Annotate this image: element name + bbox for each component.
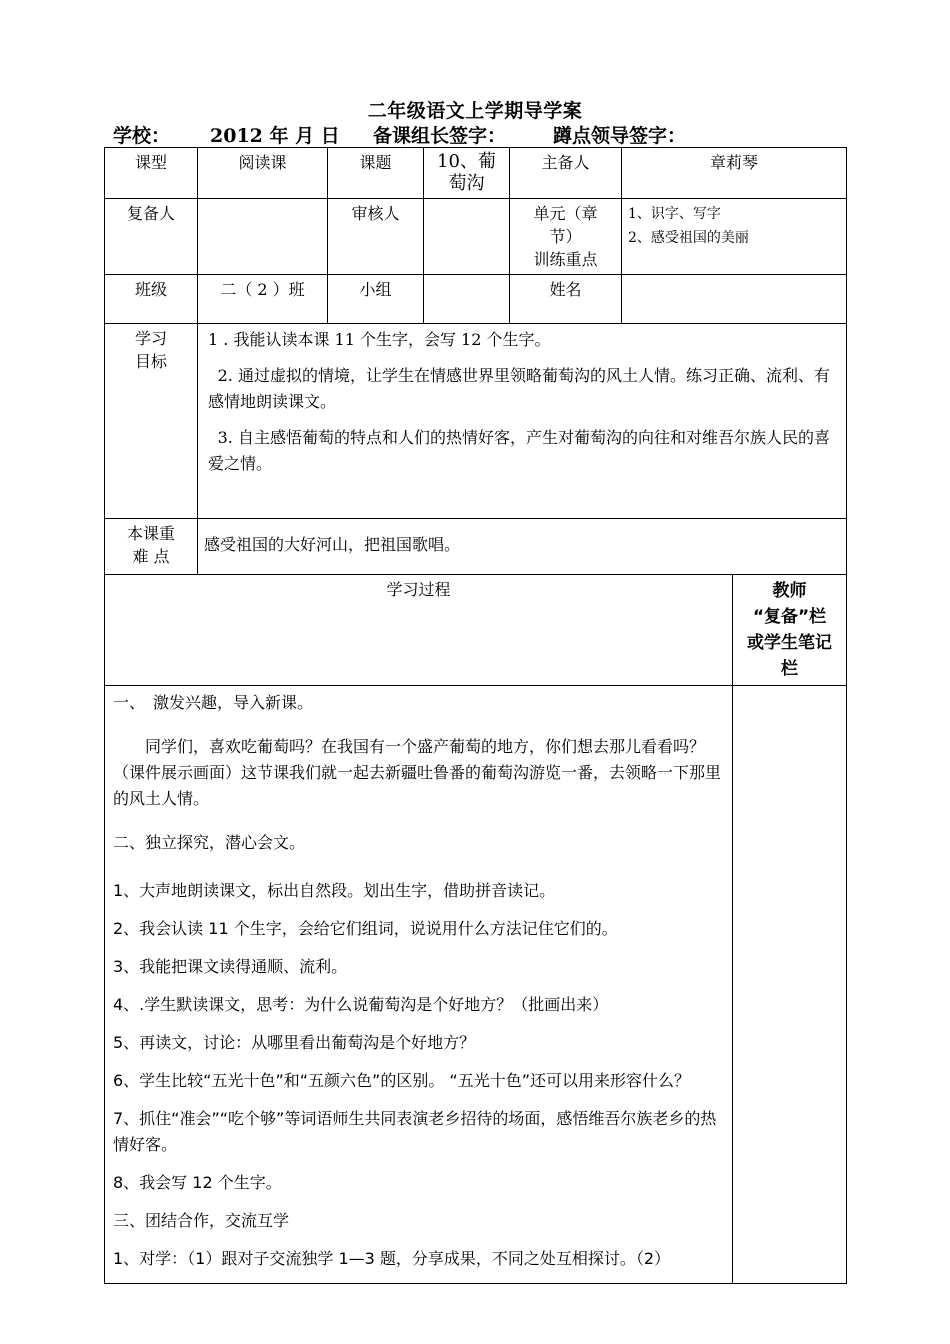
notes-header-line: 教师 xyxy=(772,581,807,601)
topic-value: 10、葡萄沟 xyxy=(424,148,510,199)
leader-sign-label: 备课组长签字： xyxy=(373,125,507,147)
header-meta-line xyxy=(113,121,686,148)
key-points-label xyxy=(105,519,198,575)
class-label: 班级 xyxy=(105,275,198,324)
date-label: 2012 年 月 日 xyxy=(210,125,340,147)
info-row-1 xyxy=(105,148,847,199)
unit-focus-item: 2、感受祖国的美丽 xyxy=(628,230,749,246)
group-label: 小组 xyxy=(328,275,424,324)
goal-item: 2. 通过虚拟的情境，让学生在情感世界里领略葡萄沟的风土人情。练习正确、流利、有感情地朗读课文。 xyxy=(208,366,830,411)
key-points-text: 感受祖国的大好河山，把祖国歌唱。 xyxy=(198,519,847,575)
process-header: 学习过程 xyxy=(105,575,733,686)
goals-row xyxy=(105,324,847,519)
process-body-row xyxy=(105,686,847,1284)
co-preparer-label: 复备人 xyxy=(105,199,198,275)
point-leader-sign-label: 蹲点领导签字： xyxy=(553,125,687,147)
reviewer-value xyxy=(424,199,510,275)
process-step: 1、大声地朗读课文，标出自然段。划出生字，借助拼音读记。 xyxy=(113,881,556,900)
name-label: 姓名 xyxy=(510,275,622,324)
goals-label-line: 学习 xyxy=(134,329,167,348)
key-points-label-line: 难 点 xyxy=(132,547,170,566)
name-value xyxy=(622,275,847,324)
document-title: 二年级语文上学期导学案 xyxy=(367,100,583,122)
lesson-plan-table xyxy=(104,147,847,1284)
process-section-heading: 一、 激发兴趣，导入新课。 xyxy=(113,693,314,712)
course-type-value: 阅读课 xyxy=(198,148,328,199)
process-content xyxy=(105,686,733,1284)
goals-label-line: 目标 xyxy=(134,352,167,371)
goals-label xyxy=(105,324,198,519)
info-row-3 xyxy=(105,275,847,324)
notes-header-line: 栏 xyxy=(781,659,798,679)
co-preparer-value xyxy=(198,199,328,275)
main-preparer-value: 章莉琴 xyxy=(622,148,847,199)
process-step: 7、抓住“准会”“吃个够”等词语师生共同表演老乡招待的场面，感悟维吾尔族老乡的热情好客。 xyxy=(113,1109,717,1154)
unit-focus-label-line: 训练重点 xyxy=(533,250,598,269)
notes-header-line: “复备”栏 xyxy=(752,607,827,627)
unit-focus-label-line: 单元（章 xyxy=(533,204,598,223)
goals-content xyxy=(198,324,847,519)
unit-focus-value xyxy=(622,199,847,275)
process-section-heading: 三、团结合作，交流互学 xyxy=(113,1211,290,1230)
process-section-heading: 二、独立探究，潜心会文。 xyxy=(113,833,306,852)
unit-focus-item: 1、识字、写字 xyxy=(628,206,721,222)
group-value xyxy=(424,275,510,324)
key-points-label-line: 本课重 xyxy=(126,524,175,543)
process-header-row xyxy=(105,575,847,686)
process-step: 6、学生比较“五光十色”和“五颜六色”的区别。 “五光十色”还可以用来形容什么？ xyxy=(113,1071,691,1090)
topic-label: 课题 xyxy=(328,148,424,199)
process-step: 5、再读文，讨论：从哪里看出葡萄沟是个好地方？ xyxy=(113,1033,476,1052)
reviewer-label: 审核人 xyxy=(328,199,424,275)
process-step: 2、我会认读 11 个生字，会给它们组词，说说用什么方法记住它们的。 xyxy=(113,919,618,938)
class-value: 二（ 2 ）班 xyxy=(198,275,328,324)
info-row-2 xyxy=(105,199,847,275)
key-points-row xyxy=(105,519,847,575)
goal-item: 1 . 我能认读本课 11 个生字，会写 12 个生字。 xyxy=(208,330,551,349)
unit-focus-label xyxy=(510,199,622,275)
course-type-label: 课型 xyxy=(105,148,198,199)
notes-column-body xyxy=(733,686,847,1284)
school-label: 学校： xyxy=(113,125,171,147)
process-step: 3、我能把课文读得通顺、流利。 xyxy=(113,957,348,976)
main-preparer-label: 主备人 xyxy=(510,148,622,199)
process-step: 4、.学生默读课文，思考：为什么说葡萄沟是个好地方？（批画出来） xyxy=(113,995,609,1014)
process-intro: 同学们，喜欢吃葡萄吗？在我国有一个盛产葡萄的地方，你们想去那儿看看吗？（课件展示画面）这节课我们就一起去新疆吐鲁番的葡萄沟游览一番，去领略一下那里的风土人情。 xyxy=(113,737,722,808)
unit-focus-label-line: 节） xyxy=(549,227,582,246)
process-step: 1、对学：（1）跟对子交流独学 1—3 题，分享成果，不同之处互相探讨。（2） xyxy=(113,1249,671,1268)
process-step: 8、我会写 12 个生字。 xyxy=(113,1173,282,1192)
goal-item: 3. 自主感悟葡萄的特点和人们的热情好客，产生对葡萄沟的向往和对维吾尔族人民的喜爱之情。 xyxy=(208,428,830,473)
notes-column-header xyxy=(733,575,847,686)
notes-header-line: 或学生笔记 xyxy=(747,633,832,653)
